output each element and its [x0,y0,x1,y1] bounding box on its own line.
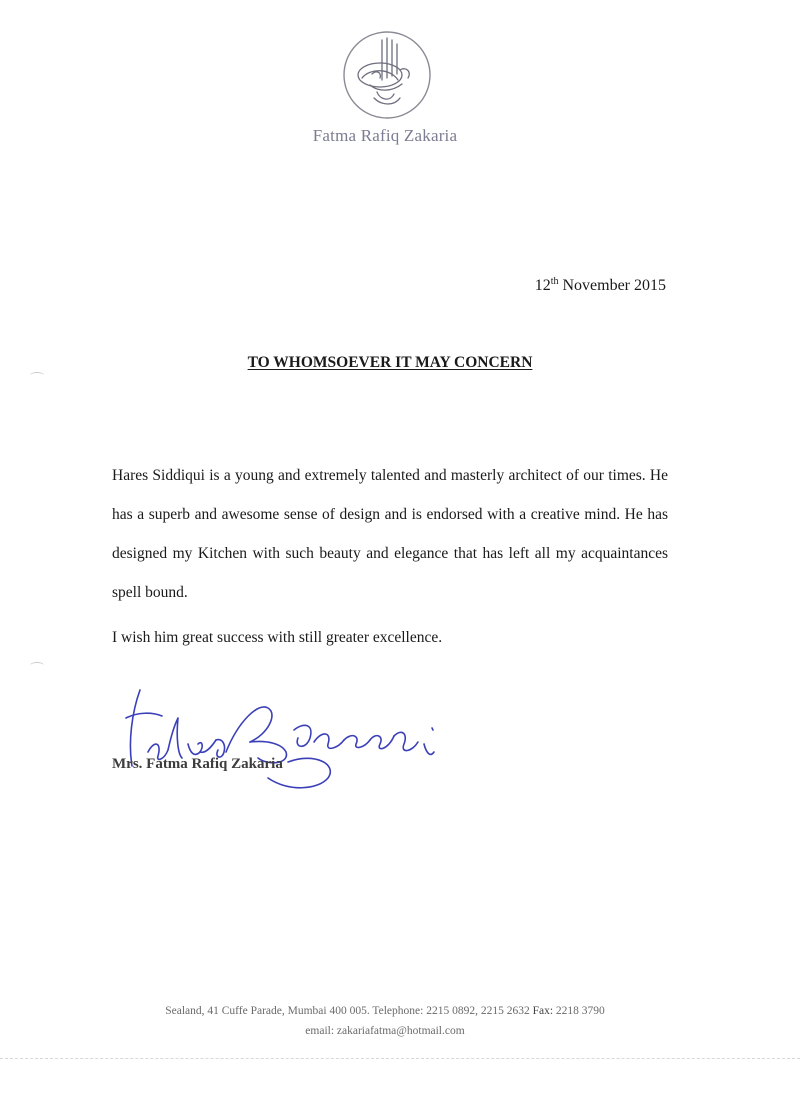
footer-divider [0,1058,800,1059]
footer-address-line [0,1005,770,1017]
footer-fax-label: Fax: [532,1005,554,1017]
subject-heading: TO WHOMSOEVER IT MAY CONCERN [247,354,533,371]
calligraphy-seal-icon [342,30,432,120]
handwritten-signature [118,682,448,802]
date-suffix: th [550,276,559,287]
footer-email: email: zakariafatma@hotmail.com [305,1025,465,1037]
scan-artifact [30,372,44,379]
signatory-name: Mrs. Fatma Rafiq Zakaria [112,756,283,772]
scan-artifact [30,662,44,669]
body-paragraph-1: Hares Siddiqui is a young and extremely talented and masterly architect of our times. He has a superb and awesome sense of design and is endorsed with a creative mind. He has designed my Kitchen with such beauty and elegance that has left all my acquaintances spell bound. [112,467,668,601]
body-paragraph-2: I wish him great success with still greater excellence. [112,629,443,646]
letterhead-name: Fatma Rafiq Zakaria [312,126,458,145]
date-day: 12 [534,277,551,294]
footer-fax-number: 2218 3790 [555,1005,605,1017]
date-rest: November 2015 [558,277,666,294]
footer-address: Sealand, 41 Cuffe Parade, Mumbai 400 005. Telephone: 2215 0892, 2215 2632 [165,1005,530,1017]
letter-date [535,277,666,295]
